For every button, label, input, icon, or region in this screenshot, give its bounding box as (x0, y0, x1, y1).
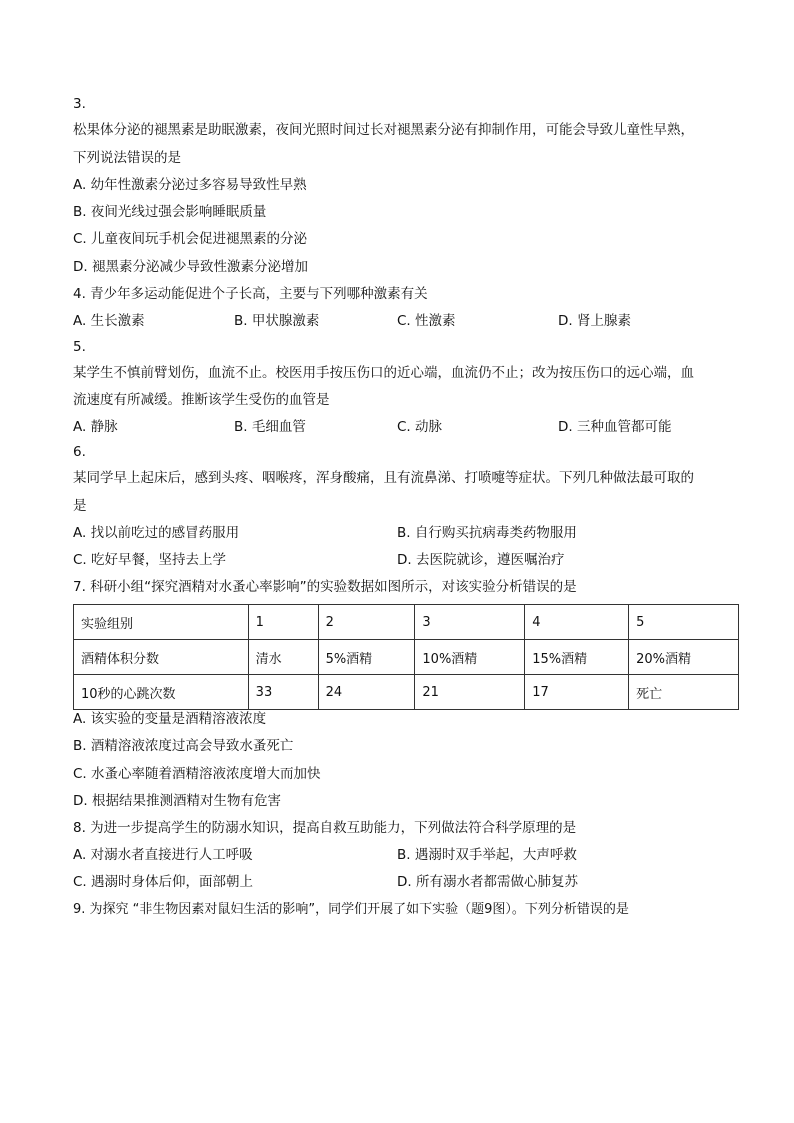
q6-option-d: D. 去医院就诊，遵医嘱治疗 (397, 552, 565, 568)
q8-option-c: C. 遇溺时身体后仰，面部朝上 (73, 874, 254, 890)
q3-option-c: C. 儿童夜间玩手机会促进褪黑素的分泌 (73, 231, 308, 247)
q5-option-c: C. 动脉 (397, 419, 443, 435)
table-cell: 5 (629, 605, 739, 640)
q4-option-b: B. 甲状腺激素 (234, 313, 320, 329)
table-cell: 10%酒精 (415, 640, 525, 675)
table-cell: 21 (415, 675, 525, 710)
table-cell: 2 (318, 605, 415, 640)
q7-stem: 7. 科研小组“探究酒精对水蚤心率影响”的实验数据如图所示，对该实验分析错误的是 (73, 579, 577, 595)
table-row (74, 640, 739, 675)
q8-option-a: A. 对溺水者直接进行人工呼吸 (73, 847, 253, 863)
q6-stem-line2: 是 (73, 498, 87, 514)
q6-option-b: B. 自行购买抗病毒类药物服用 (397, 525, 577, 541)
q3-option-a: A. 幼年性激素分泌过多容易导致性早熟 (73, 177, 307, 193)
q4-option-d: D. 肾上腺素 (558, 313, 631, 329)
table-cell: 10秒的心跳次数 (74, 675, 249, 710)
q7-data-table (73, 604, 739, 710)
q6-stem-line1: 某同学早上起床后，感到头疼、咽喉疼，浑身酸痛，且有流鼻涕、打喷嚏等症状。下列几种做法最可取的 (73, 470, 694, 486)
q7-option-c: C. 水蚤心率随着酒精溶液浓度增大而加快 (73, 766, 321, 782)
q9-stem: 9. 为探究 “非生物因素对鼠妇生活的影响”，同学们开展了如下实验（题9图）。下列分析错误的是 (73, 902, 629, 917)
q6-number: 6. (73, 444, 86, 460)
table-cell: 17 (525, 675, 629, 710)
q5-number: 5. (73, 339, 86, 355)
q8-option-b: B. 遇溺时双手举起，大声呼救 (397, 847, 577, 863)
table-row (74, 605, 739, 640)
q7-option-d: D. 根据结果推测酒精对生物有危害 (73, 793, 281, 809)
table-cell: 死亡 (629, 675, 739, 710)
table-cell: 4 (525, 605, 629, 640)
q4-option-c: C. 性激素 (397, 313, 456, 329)
table-cell: 33 (248, 675, 318, 710)
q5-stem-line2: 流速度有所减缓。推断该学生受伤的血管是 (73, 392, 330, 408)
table-cell: 酒精体积分数 (74, 640, 249, 675)
table-cell: 3 (415, 605, 525, 640)
q6-option-c: C. 吃好早餐，坚持去上学 (73, 552, 227, 568)
q8-option-d: D. 所有溺水者都需做心肺复苏 (397, 874, 578, 890)
table-cell: 24 (318, 675, 415, 710)
q5-option-a: A. 静脉 (73, 419, 118, 435)
q3-stem-line1: 松果体分泌的褪黑素是助眠激素，夜间光照时间过长对褪黑素分泌有抑制作用，可能会导致儿童性早熟， (73, 122, 694, 138)
table-cell: 20%酒精 (629, 640, 739, 675)
q5-stem-line1: 某学生不慎前臂划伤，血流不止。校医用手按压伤口的近心端，血流仍不止；改为按压伤口的远心端，血 (73, 365, 694, 381)
q6-option-a: A. 找以前吃过的感冒药服用 (73, 525, 240, 541)
table-cell: 清水 (248, 640, 318, 675)
q3-stem-line2: 下列说法错误的是 (73, 150, 181, 166)
q4-stem: 4. 青少年多运动能促进个子长高，主要与下列哪种激素有关 (73, 286, 428, 302)
q3-option-d: D. 褪黑素分泌减少导致性激素分泌增加 (73, 259, 308, 275)
table-cell: 1 (248, 605, 318, 640)
q3-option-b: B. 夜间光线过强会影响睡眠质量 (73, 204, 267, 220)
q5-option-b: B. 毛细血管 (234, 419, 306, 435)
q7-option-b: B. 酒精溶液浓度过高会导致水蚤死亡 (73, 738, 294, 754)
q8-stem: 8. 为进一步提高学生的防溺水知识，提高自救互助能力，下列做法符合科学原理的是 (73, 820, 577, 836)
table-row (74, 675, 739, 710)
table-cell: 实验组别 (74, 605, 249, 640)
table-cell: 15%酒精 (525, 640, 629, 675)
q3-number: 3. (73, 96, 86, 112)
q5-option-d: D. 三种血管都可能 (558, 419, 672, 435)
q4-option-a: A. 生长激素 (73, 313, 145, 329)
q7-option-a: A. 该实验的变量是酒精溶液浓度 (73, 711, 267, 727)
table-cell: 5%酒精 (318, 640, 415, 675)
